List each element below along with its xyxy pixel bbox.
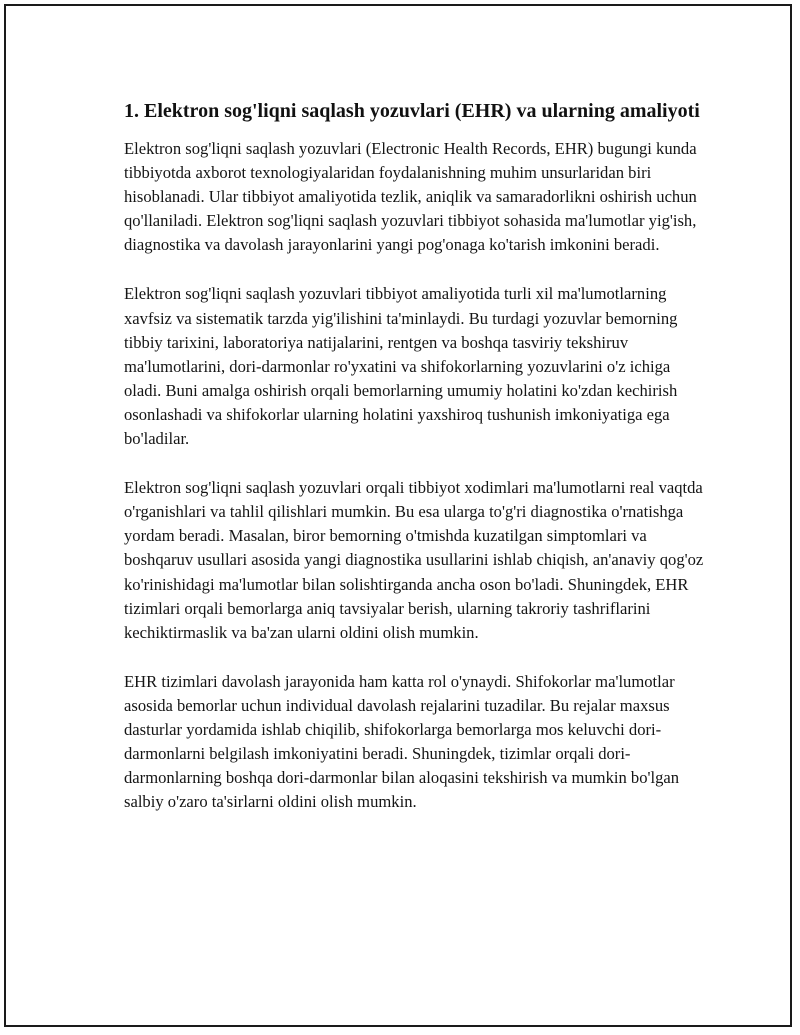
section-heading: 1. Elektron sog'liqni saqlash yozuvlari (EHR) va ularning amaliyoti <box>124 100 700 122</box>
page-frame <box>4 4 792 1027</box>
paragraph-treatment: EHR tizimlari davolash jarayonida ham katta rol o'ynaydi. Shifokorlar ma'lumotlar asosida bemorlar uchun individual davolash rejalarini tuzadilar. Bu rejalar maxsus dasturlar yordamida ishlab chiqilib, shifokorlarga bemorlarga mos keluvchi dori-darmonlarni belgilash imkoniyatini beradi. Shuningdek, tizimlar orqali dori-darmonlarning boshqa dori-darmonlar bilan aloqasini tekshirish va mumkin bo'lgan salbiy o'zaro ta'sirlarni oldini olish mumkin. <box>124 671 680 812</box>
paragraph-real-time-analysis: Elektron sog'liqni saqlash yozuvlari orqali tibbiyot xodimlari ma'lumotlarni real vaqtda o'rganishlari va tahlil qilishlari mumkin. Bu esa ularga to'g'ri diagnostika o'rnatishga yordam beradi. Masalan, biror bemorning o'tmishda kuzatilgan simptomlari va boshqaruv usullari asosida yangi diagnostika usullarini ishlab chiqish, an'anaviy qog'oz ko'rinishidagi ma'lumotlar bilan solishtirganda ancha oson bo'ladi. Shuningdek, EHR tizimlari orqali bemorlarga aniq tavsiyalar berish, ularning takroriy tashriflarini kechiktirmaslik va ba'zan ularni oldini olish mumkin. <box>124 478 704 642</box>
paragraph-data-collection: Elektron sog'liqni saqlash yozuvlari tibbiyot amaliyotida turli xil ma'lumotlarning xavfsiz va sistematik tarzda yig'ilishini ta'minlaydi. Bu turdagi yozuvlar bemorning tibbiy tarixini, laboratoriya natijalarini, rentgen va boshqa tasviriy tekshiruv ma'lumotlarini, dori-darmonlar ro'yxatini va shifokorlarning yozuvlarini o'z ichiga oladi. Buni amalga oshirish orqali bemorlarning umumiy holatini ko'zdan kechirish osonlashadi va shifokorlar ularning holatini yaxshiroq tushunish imkoniyatiga ega bo'ladilar. <box>124 284 678 449</box>
document-body <box>124 98 704 839</box>
paragraph-intro: Elektron sog'liqni saqlash yozuvlari (Electronic Health Records, EHR) bugungi kunda tibbiyotda axborot texnologiyalaridan foydalanishning muhim unsurlaridan biri hisoblanadi. Ular tibbiyot amaliyotida tezlik, aniqlik va samaradorlikni oshirish uchun qo'llaniladi. Elektron sog'liqni saqlash yozuvlari tibbiyot sohasida ma'lumotlar yig'ish, diagnostika va davolash jarayonlarini yangi pog'onaga ko'tarish imkonini beradi. <box>124 139 697 255</box>
